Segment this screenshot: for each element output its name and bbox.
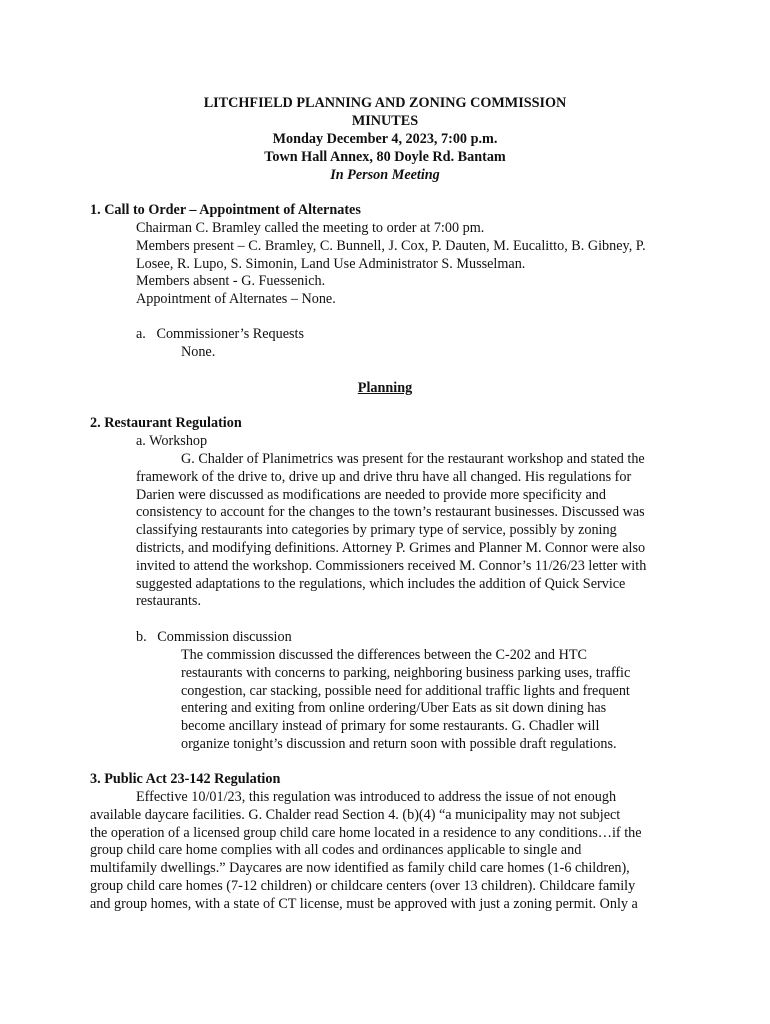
- text-line: organize tonight’s discussion and return soon with possible draft regulations.: [181, 735, 617, 752]
- section-3-heading: 3. Public Act 23-142 Regulation: [90, 771, 281, 787]
- text-line: Members absent - G. Fuessenich.: [136, 273, 326, 290]
- text-line: Members present – C. Bramley, C. Bunnell, J. Cox, P. Dauten, M. Eucalitto, B. Gibney, P.: [136, 237, 646, 254]
- meeting-location: Town Hall Annex, 80 Doyle Rd. Bantam: [264, 149, 506, 165]
- text-line: G. Chalder of Planimetrics was present for the restaurant workshop and stated the: [181, 451, 645, 467]
- text-line: congestion, car stacking, possible need for additional traffic lights and frequent: [181, 682, 630, 699]
- text-line: available daycare facilities. G. Chalder read Section 4. (b)(4) “a municipality may not subject: [90, 806, 621, 823]
- minutes-header: [0, 94, 770, 184]
- text-line: invited to attend the workshop. Commissioners received M. Connor’s 11/26/23 letter with: [136, 557, 647, 574]
- text-line: framework of the drive to, drive up and drive thru have all changed. His regulations for: [136, 468, 632, 485]
- text-line: group child care homes (7-12 children) or childcare centers (over 13 children). Childcare family: [90, 877, 636, 894]
- text-line: restaurants with concerns to parking, neighboring business parking uses, traffic: [181, 664, 631, 681]
- planning-heading: [0, 380, 770, 398]
- text-line: Darien were discussed as modifications are needed to provide more specificity and: [136, 486, 606, 503]
- text-line: consistency to account for the changes to the town’s restaurant businesses. Discussed was: [136, 504, 645, 521]
- text-line: districts, and modifying definitions. Attorney P. Grimes and Planner M. Connor were also: [136, 539, 646, 556]
- minutes-title: MINUTES: [351, 113, 419, 129]
- workshop-paragraph: [136, 451, 696, 611]
- text-line: multifamily dwellings.” Daycares are now identified as family child care homes (1-6 children),: [90, 860, 630, 877]
- section-2-heading: 2. Restaurant Regulation: [90, 415, 242, 431]
- text-line: Chairman C. Bramley called the meeting to order at 7:00 pm.: [136, 220, 485, 236]
- text-line: become ancillary instead of primary for some restaurants. G. Chadler will: [181, 718, 600, 735]
- commission-title: LITCHFIELD PLANNING AND ZONING COMMISSION: [203, 95, 567, 111]
- discussion-paragraph: [181, 647, 630, 754]
- planning-heading-text: Planning: [357, 380, 413, 396]
- text-line: entering and exiting from online ordering/Uber Eats as sit down dining has: [181, 700, 607, 717]
- meeting-type: In Person Meeting: [330, 167, 440, 183]
- text-line: group child care home complies with all codes and ordinances applicable to single and: [90, 842, 582, 859]
- meeting-date: Monday December 4, 2023, 7:00 p.m.: [272, 131, 498, 147]
- text-line: and group homes, with a state of CT license, must be approved with just a zoning permit. Only a: [90, 895, 638, 912]
- section-3-paragraph: [90, 789, 690, 914]
- text-line: Appointment of Alternates – None.: [136, 291, 336, 308]
- text-line: Effective 10/01/23, this regulation was introduced to address the issue of not enough: [136, 789, 617, 805]
- section-1-sub-a: a. Commissioner’s Requests: [136, 326, 305, 342]
- section-2-sub-b: b. Commission discussion: [136, 629, 292, 645]
- text-line: suggested adaptations to the regulations, which includes the addition of Quick Service: [136, 575, 626, 592]
- text-line: classifying restaurants into categories by primary type of service, possibly by zoning: [136, 522, 617, 539]
- section-1-sub-a-text: None.: [181, 344, 216, 360]
- section-1-heading: 1. Call to Order – Appointment of Alternates: [90, 202, 361, 218]
- text-line: the operation of a licensed group child care home located in a residence to any conditions…if the: [90, 824, 642, 841]
- text-line: The commission discussed the differences between the C-202 and HTC: [181, 647, 587, 663]
- section-1-body: [136, 220, 646, 309]
- text-line: Losee, R. Lupo, S. Simonin, Land Use Administrator S. Musselman.: [136, 255, 526, 272]
- section-2-sub-a: a. Workshop: [136, 433, 208, 449]
- text-line: restaurants.: [136, 593, 202, 610]
